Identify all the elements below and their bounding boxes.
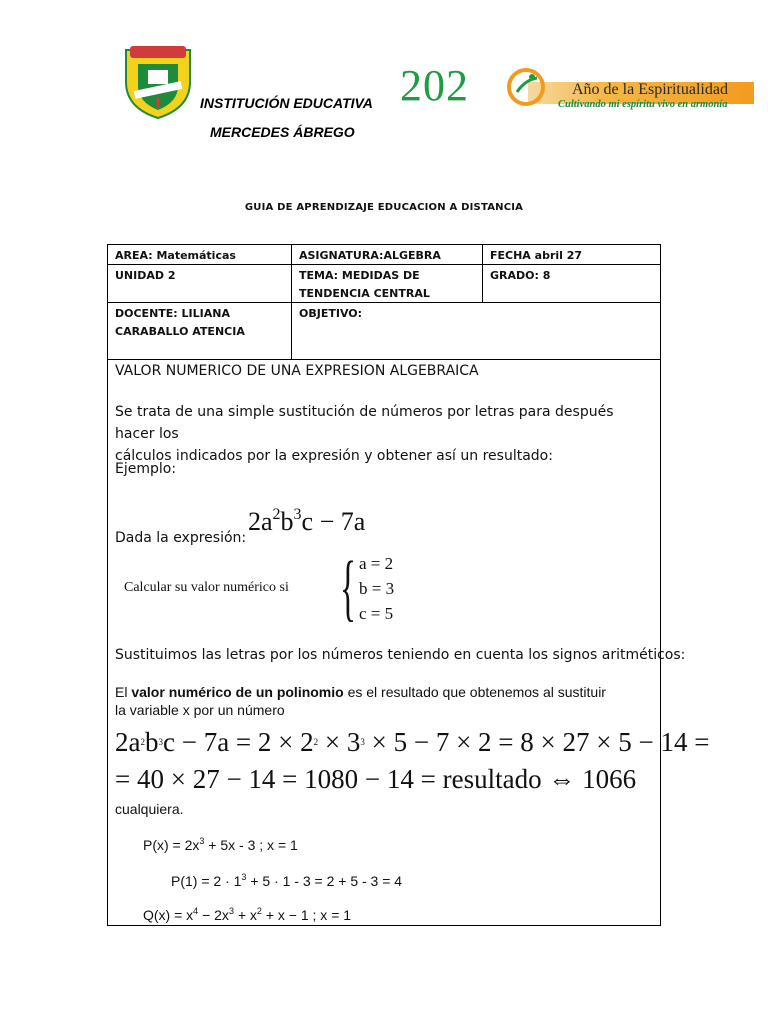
poly-part: Q(x) = x bbox=[143, 907, 194, 923]
value-definition bbox=[115, 683, 655, 719]
substitute-text: Sustituimos las letras por los números teniendo en cuenta los signos aritméticos: bbox=[115, 647, 686, 663]
expr-exponent: 3 bbox=[293, 506, 302, 523]
expr-part: 2a bbox=[248, 507, 273, 536]
eq-part: 2a bbox=[115, 727, 141, 757]
institution-name-line1: INSTITUCIÓN EDUCATIVA bbox=[200, 95, 373, 111]
expr-part: c − 7a bbox=[301, 507, 366, 536]
given-label: Dada la expresión: bbox=[115, 530, 247, 546]
poly-exponent: 4 bbox=[193, 906, 199, 916]
institution-name-line2: MERCEDES ÁBREGO bbox=[210, 124, 355, 140]
polynomial-p bbox=[143, 836, 298, 853]
poly-part: + x − 1 ; x = 1 bbox=[261, 907, 352, 923]
eq-part: c − 7a = 2 × 2 bbox=[162, 727, 314, 757]
poly-part: P(x) = 2x bbox=[143, 837, 200, 853]
equation-line1 bbox=[115, 727, 709, 758]
poly-exponent: 3 bbox=[199, 836, 205, 846]
value-bold: valor numérico de un polinomio bbox=[131, 684, 344, 700]
condition-b: b = 3 bbox=[359, 579, 395, 598]
guide-title: GUIA DE APRENDIZAJE EDUCACION A DISTANCIA bbox=[244, 202, 524, 213]
equation-line2: = 40 × 27 − 14 = 1080 − 14 = resultado ⇔ 1066 bbox=[115, 764, 637, 794]
condition-c: c = 5 bbox=[359, 604, 394, 623]
eq-part: × 5 − 7 × 2 = 8 × 27 × 5 − 14 = bbox=[364, 727, 710, 757]
section-heading: VALOR NUMERICO DE UNA EXPRESION ALGEBRAICA bbox=[115, 363, 479, 379]
expr-exponent: 2 bbox=[272, 506, 281, 523]
poly-exponent: 3 bbox=[228, 906, 234, 916]
expr-part: b bbox=[280, 507, 294, 536]
intro-paragraph bbox=[115, 401, 655, 467]
poly-exponent: 2 bbox=[256, 906, 262, 916]
value-prefix: El bbox=[115, 684, 128, 700]
calc-label: Calcular su valor numérico si bbox=[124, 580, 289, 595]
cell-unidad: UNIDAD 2 bbox=[108, 265, 292, 303]
poly-part: + 5x - 3 ; x = 1 bbox=[204, 837, 298, 853]
condition-a: a = 2 bbox=[359, 554, 394, 573]
year-number: 202 bbox=[400, 61, 469, 110]
poly-part: − 2x bbox=[198, 907, 229, 923]
year-subtitle: Cultivando mi espíritu vivo en armonía bbox=[558, 99, 728, 110]
value-line2: la variable x por un número bbox=[115, 702, 285, 718]
cualquiera-text: cualquiera. bbox=[115, 801, 184, 817]
poly-part: P(1) = 2 · 1 bbox=[171, 873, 242, 889]
value-rest: es el resultado que obtenemos al sustituir bbox=[347, 684, 606, 700]
cell-asignatura: ASIGNATURA:ALGEBRA bbox=[292, 245, 483, 265]
year-tagline: Año de la Espiritualidad bbox=[572, 81, 728, 98]
cell-fecha: FECHA abril 27 bbox=[483, 245, 660, 265]
tema-line2: TENDENCIA CENTRAL bbox=[299, 287, 430, 300]
eq-exponent: 3 bbox=[360, 737, 365, 747]
value-line1 bbox=[115, 683, 655, 701]
polynomial-p-evaluated bbox=[171, 872, 402, 889]
cell-tema bbox=[292, 265, 483, 303]
cell-grado: GRADO: 8 bbox=[483, 265, 660, 303]
eq-exponent: 2 bbox=[140, 737, 145, 747]
polynomial-q bbox=[143, 906, 351, 923]
cell-area: AREA: Matemáticas bbox=[108, 245, 292, 265]
intro-line1: Se trata de una simple sustitución de números por letras para después hacer los bbox=[115, 404, 614, 442]
eq-part: b bbox=[144, 727, 159, 757]
docente-line2: CARABALLO ATENCIA bbox=[115, 325, 245, 338]
left-brace-icon: { bbox=[340, 547, 356, 629]
poly-part: + 5 · 1 - 3 = 2 + 5 - 3 = 4 bbox=[246, 873, 403, 889]
school-crest-logo bbox=[120, 42, 196, 120]
year-zero-logo bbox=[505, 66, 547, 108]
intro-line2: cálculos indicados por la expresión y obtener así un resultado: bbox=[115, 448, 553, 464]
tema-line1: TEMA: MEDIDAS DE bbox=[299, 269, 420, 282]
eq-exponent: 3 bbox=[158, 737, 163, 747]
docente-line1: DOCENTE: LILIANA bbox=[115, 307, 230, 320]
cell-objetivo: OBJETIVO: bbox=[299, 307, 363, 320]
poly-part: + x bbox=[233, 907, 257, 923]
example-label: Ejemplo: bbox=[115, 461, 177, 477]
example-expression bbox=[248, 506, 365, 537]
poly-exponent: 3 bbox=[241, 872, 247, 882]
info-table bbox=[107, 244, 661, 360]
eq-exponent: 2 bbox=[313, 737, 319, 747]
eq-part: × 3 bbox=[318, 727, 361, 757]
cell-docente bbox=[108, 303, 292, 359]
